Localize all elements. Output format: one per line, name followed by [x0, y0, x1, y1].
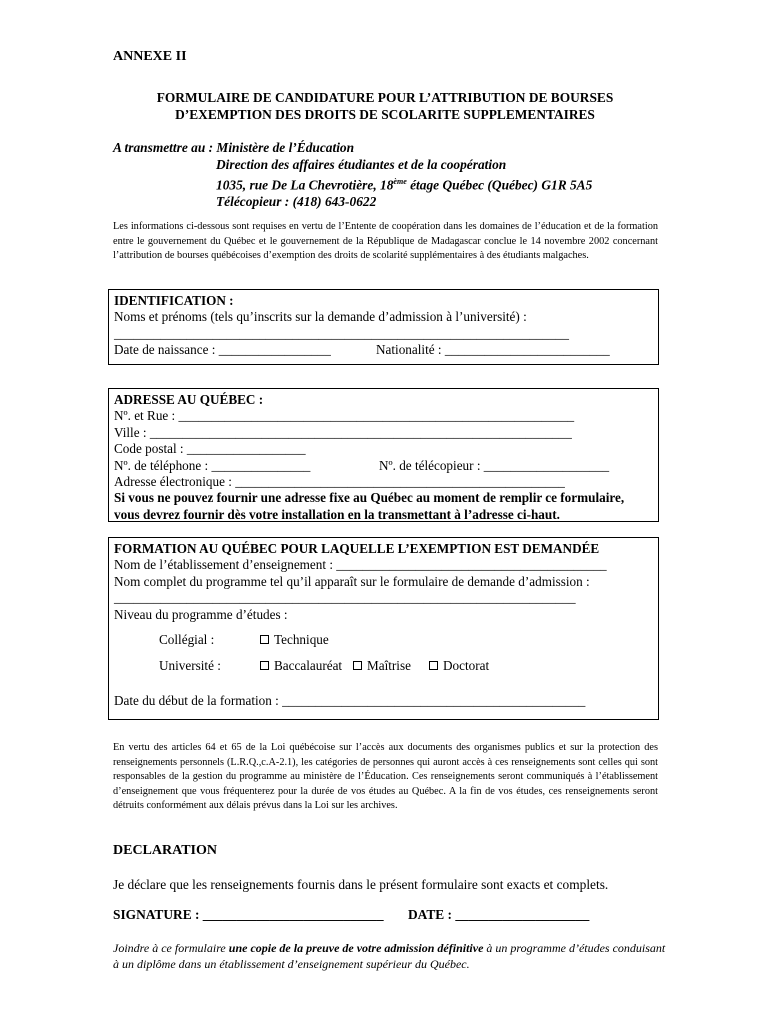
attachment-text-start: Joindre à ce formulaire [113, 941, 229, 955]
intro-paragraph: Les informations ci-dessous sont requises en vertu de l’Entente de coopération dans les domaines de l’éducation et de la formation entre le gouvernement du Québec et le gouvernement de la République de Madagascar conclue le 14 novembre 2002 concernant l’attribution de bourses québécoises d’exemption des droits de scolarité supplémentaires à des étudiants malgaches. [113, 221, 658, 261]
recipient-address [216, 173, 592, 193]
form-title [110, 89, 660, 123]
identification-section [108, 289, 659, 365]
technique-option[interactable] [260, 632, 329, 648]
form-title-line-2: D’EXEMPTION DES DROITS DE SCOLARITE SUPPLEMENTAIRES [175, 107, 595, 122]
names-field[interactable]: _____________________________________________________________________ [114, 325, 569, 341]
bachelor-label: Baccalauréat [274, 658, 343, 674]
declaration-heading: DECLARATION [113, 843, 217, 858]
names-label: Noms et prénoms (tels qu’inscrits sur la demande d’admission à l’université) : [114, 309, 527, 325]
technique-label: Technique [274, 631, 329, 647]
attachment-text-emphasis: une copie de la preuve de votre admission définitive [228, 941, 484, 955]
form-title-line-1: FORMULAIRE DE CANDIDATURE POUR L’ATTRIBUTION DE BOURSES [156, 90, 614, 105]
master-label: Maîtrise [367, 658, 411, 674]
attachment-text-end: à un programme d’études conduisant à un diplôme dans un établissement d’enseignement supérieur du Québec. [113, 941, 666, 971]
doctorate-checkbox[interactable] [429, 661, 438, 670]
fax-field[interactable]: Nº. de télécopieur : ___________________ [379, 457, 610, 473]
declaration-text: Je déclare que les renseignements fournis dans le présent formulaire sont exacts et complets. [113, 877, 609, 892]
annex-label: ANNEXE II [113, 49, 187, 64]
phone-field[interactable]: Nº. de téléphone : _______________ [114, 457, 311, 473]
identification-heading: IDENTIFICATION : [114, 293, 234, 308]
institution-field[interactable]: Nom de l’établissement d’enseignement : _________________________________________ [114, 557, 607, 573]
recipient-address-street: 1035, rue De La Chevrotière, 18 [216, 177, 394, 193]
level-label: Niveau du programme d’études : [114, 606, 288, 622]
recipient-ministry: A transmettre au : Ministère de l’Éducation [113, 140, 355, 155]
date-field[interactable]: DATE : ____________________ [408, 907, 590, 922]
formation-section [108, 537, 659, 720]
bachelor-checkbox[interactable] [260, 661, 269, 670]
college-label: Collégial : [159, 631, 215, 647]
formation-heading: FORMATION AU QUÉBEC POUR LAQUELLE L’EXEMPTION EST DEMANDÉE [114, 541, 600, 556]
street-field[interactable]: Nº. et Rue : ____________________________________________________________ [114, 408, 575, 424]
university-label: Université : [159, 658, 221, 674]
signature-field[interactable]: SIGNATURE : ___________________________ [113, 907, 384, 922]
privacy-notice: En vertu des articles 64 et 65 de la Loi québécoise sur l’accès aux documents des organismes publics et sur la protection des renseignements personnels (L.R.Q.,c.A-2.1), les catégories de personnes qui auront accès à ces renseignements sont celles qui sont responsables de la gestion du programme au ministère de l’Éducation. Ces renseignements seront communiqués à l’établissement d’enseignement que vous fréquenterez pour la durée de vos études au Québec. A la fin de vos études, ces renseignements seront détruits conformément aux délais prévus dans la Loi sur les archives. [113, 742, 658, 811]
college-row [114, 632, 653, 648]
recipient-address-city: étage Québec (Québec) G1R 5A5 [406, 177, 593, 193]
address-note-line-2: vous devrez fournir dès votre installation en la transmettant à l’adresse ci-haut. [114, 506, 560, 522]
program-label: Nom complet du programme tel qu’il apparaît sur le formulaire de demande d’admission : [114, 573, 590, 589]
nationality-field[interactable]: Nationalité : _________________________ [376, 342, 610, 358]
signature-row [113, 907, 590, 923]
address-note-line-1: Si vous ne pouvez fournir une adresse fixe au Québec au moment de remplir ce formulaire, [114, 490, 625, 506]
birth-date-field[interactable]: Date de naissance : _________________ [114, 342, 331, 358]
recipient-fax: Télécopieur : (418) 643-0622 [216, 194, 377, 210]
city-field[interactable]: Ville : ________________________________________________________________ [114, 424, 572, 440]
address-section [108, 388, 659, 522]
email-field[interactable]: Adresse électronique : __________________________________________________ [114, 473, 565, 489]
postal-code-field[interactable]: Code postal : __________________ [114, 441, 306, 457]
recipient-direction: Direction des affaires étudiantes et de la coopération [216, 157, 507, 172]
doctorate-label: Doctorat [443, 658, 490, 674]
recipient-block [113, 139, 592, 210]
technique-checkbox[interactable] [260, 635, 269, 644]
master-option[interactable] [353, 658, 411, 674]
bachelor-option[interactable] [260, 658, 342, 674]
program-field[interactable]: ______________________________________________________________________ [114, 590, 576, 606]
birth-nationality-row [114, 342, 653, 358]
start-date-field[interactable]: Date du début de la formation : ______________________________________________ [114, 692, 586, 708]
university-row [114, 658, 653, 674]
recipient-address-sup: ème [393, 177, 407, 186]
phone-fax-row [114, 458, 653, 474]
address-heading: ADRESSE AU QUÉBEC : [114, 392, 264, 407]
doctorate-option[interactable] [429, 658, 489, 674]
master-checkbox[interactable] [353, 661, 362, 670]
attachment-instruction [113, 940, 673, 972]
